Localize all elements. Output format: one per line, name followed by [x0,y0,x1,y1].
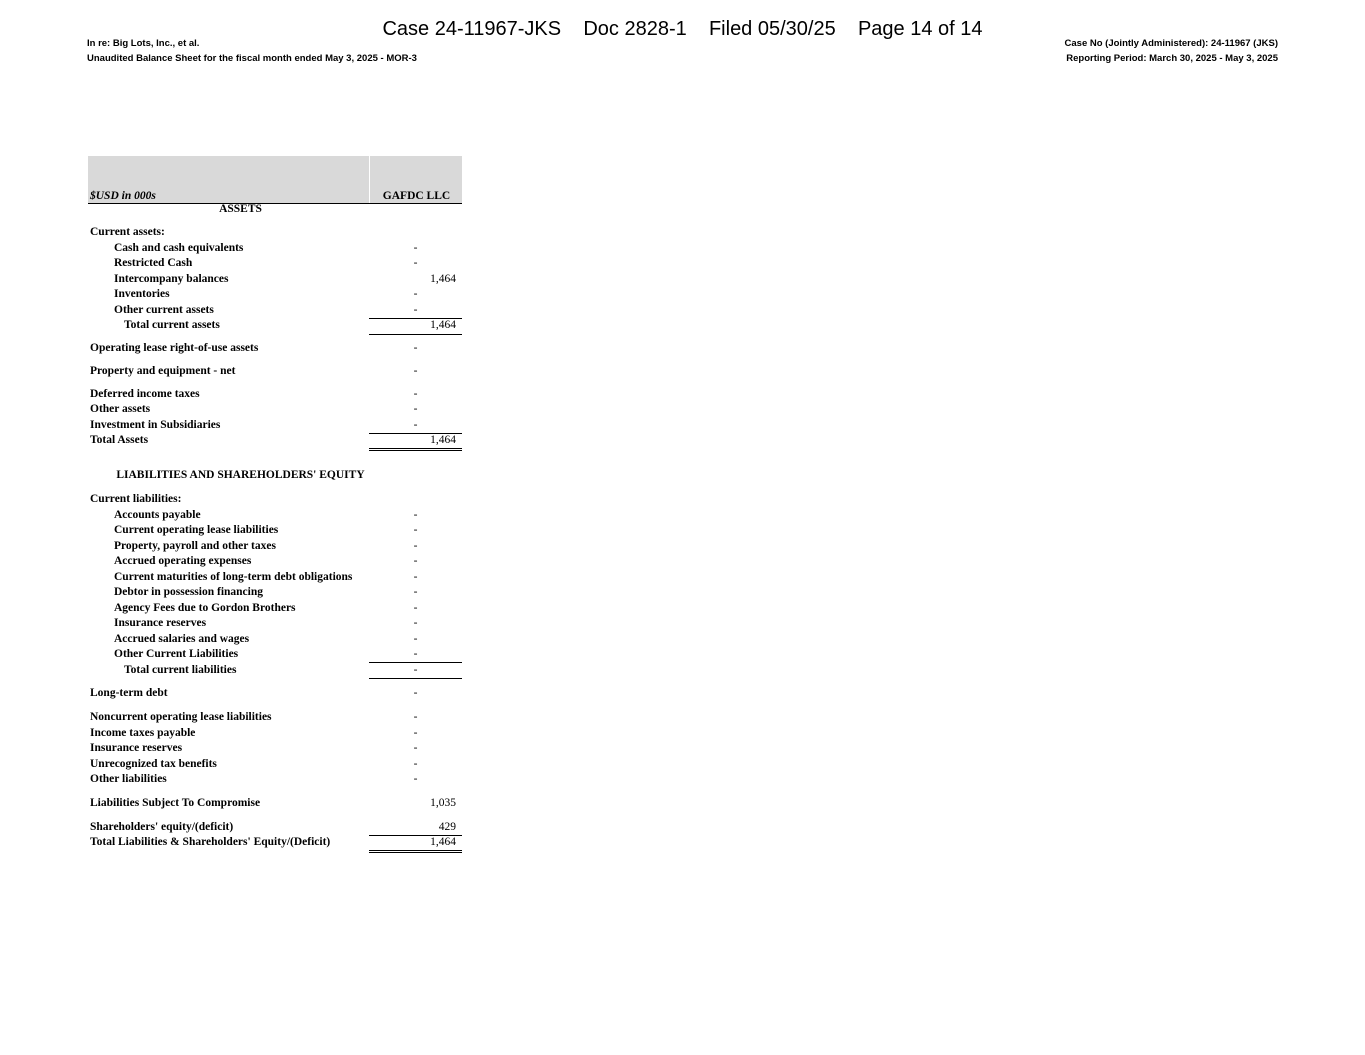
row-label: Other assets [90,403,151,415]
row-value: - [413,633,418,645]
table-row [88,303,462,318]
row-label: Deferred income taxes [90,388,200,400]
table-row [88,387,462,402]
row-value: - [413,687,418,699]
row-label: Intercompany balances [114,273,229,285]
row-label: Total Liabilities & Shareholders' Equity/(Deficit) [90,836,331,848]
row-value: - [413,342,418,354]
row-value: - [413,304,418,316]
row-label: Property and equipment - net [90,365,236,377]
debtor-caption: In re: Big Lots, Inc., et al. [87,38,200,49]
row-label: Other Current Liabilities [114,648,239,660]
table-row [88,341,462,356]
row-value: - [413,711,418,723]
row-value: - [413,617,418,629]
row-label: Insurance reserves [90,742,183,754]
row-value: - [413,524,418,536]
table-row [88,647,462,662]
table-row [88,492,462,507]
row-label: Current operating lease liabilities [114,524,279,536]
row-value: - [413,288,418,300]
table-row [88,433,462,448]
reporting-period: Reporting Period: March 30, 2025 - May 3, 2025 [1066,53,1278,64]
row-label: Investment in Subsidiaries [90,419,221,431]
row-value: - [413,602,418,614]
table-row [88,616,462,631]
table-row [88,741,462,756]
total-double-rule [369,850,462,853]
table-row [88,287,462,302]
row-label: Debtor in possession financing [114,586,264,598]
table-row [88,686,462,701]
table-row [88,241,462,256]
row-label: Property, payroll and other taxes [114,540,276,552]
row-value: 1,464 [430,319,456,331]
row-value: 1,464 [430,836,456,848]
row-value: 1,464 [430,273,456,285]
row-label: Operating lease right-of-use assets [90,342,259,354]
case-number: Case No (Jointly Administered): 24-11967 (JKS) [1064,38,1278,49]
table-row [88,508,462,523]
table-row [88,570,462,585]
row-value: - [413,540,418,552]
table-row [88,272,462,287]
row-label: Agency Fees due to Gordon Brothers [114,602,296,614]
row-value: - [413,403,418,415]
column-header-label: GAFDC LLC [382,190,451,202]
entity-column-header [369,156,463,203]
row-label: Current liabilities: [90,493,182,505]
table-row [88,402,462,417]
row-label: Long-term debt [90,687,168,699]
row-value: - [413,257,418,269]
table-row [88,601,462,616]
row-value: - [413,571,418,583]
table-row [88,632,462,647]
row-value: - [413,664,418,676]
row-label: Income taxes payable [90,727,196,739]
table-row [88,318,462,333]
balance-sheet-table [88,156,462,848]
row-label: Insurance reserves [114,617,207,629]
table-row [88,523,462,538]
table-header [88,156,462,204]
row-value: 1,035 [430,797,456,809]
total-double-rule [369,448,462,451]
row-value: - [413,365,418,377]
table-row [88,256,462,271]
table-row [88,820,462,835]
row-label: Current maturities of long-term debt obligations [114,571,353,583]
row-value: - [413,727,418,739]
row-value: - [413,742,418,754]
row-label: Accounts payable [114,509,201,521]
row-label: Current assets: [90,226,165,238]
row-value: 429 [438,821,456,833]
row-value: - [413,242,418,254]
row-label: Accrued operating expenses [114,555,252,567]
row-label: Other liabilities [90,773,167,785]
table-row [88,772,462,787]
row-value: - [413,388,418,400]
unit-label: $USD in 000s [90,190,156,202]
table-row [88,539,462,554]
liabilities-section-title: LIABILITIES AND SHAREHOLDERS' EQUITY [116,469,365,481]
row-label: Total current liabilities [124,664,237,676]
row-value: - [413,419,418,431]
table-row [88,835,462,850]
table-row [88,663,462,678]
table-row [88,364,462,379]
table-row [88,418,462,433]
row-label: Total current assets [124,319,220,331]
row-label: Other current assets [114,304,214,316]
row-label: Restricted Cash [114,257,193,269]
table-row [88,796,462,811]
row-label: Inventories [114,288,170,300]
row-value: 1,464 [430,434,456,446]
table-row [88,554,462,569]
court-filing-stamp: Case 24-11967-JKS Doc 2828-1 Filed 05/30/25 Page 14 of 14 [382,18,983,40]
assets-section-title: ASSETS [219,203,262,215]
subtotal-rule [369,334,462,335]
table-row [88,726,462,741]
row-label: Noncurrent operating lease liabilities [90,711,272,723]
row-label: Total Assets [90,434,149,446]
row-value: - [413,509,418,521]
row-value: - [413,773,418,785]
report-title: Unaudited Balance Sheet for the fiscal month ended May 3, 2025 - MOR-3 [87,53,417,64]
subtotal-rule [369,678,462,679]
table-row [88,585,462,600]
row-value: - [413,648,418,660]
table-row [88,710,462,725]
table-row [88,225,462,240]
row-label: Shareholders' equity/(deficit) [90,821,234,833]
row-label: Accrued salaries and wages [114,633,250,645]
table-row [88,757,462,772]
row-label: Unrecognized tax benefits [90,758,217,770]
row-value: - [413,586,418,598]
row-label: Cash and cash equivalents [114,242,244,254]
row-value: - [413,555,418,567]
row-value: - [413,758,418,770]
row-label: Liabilities Subject To Compromise [90,797,261,809]
